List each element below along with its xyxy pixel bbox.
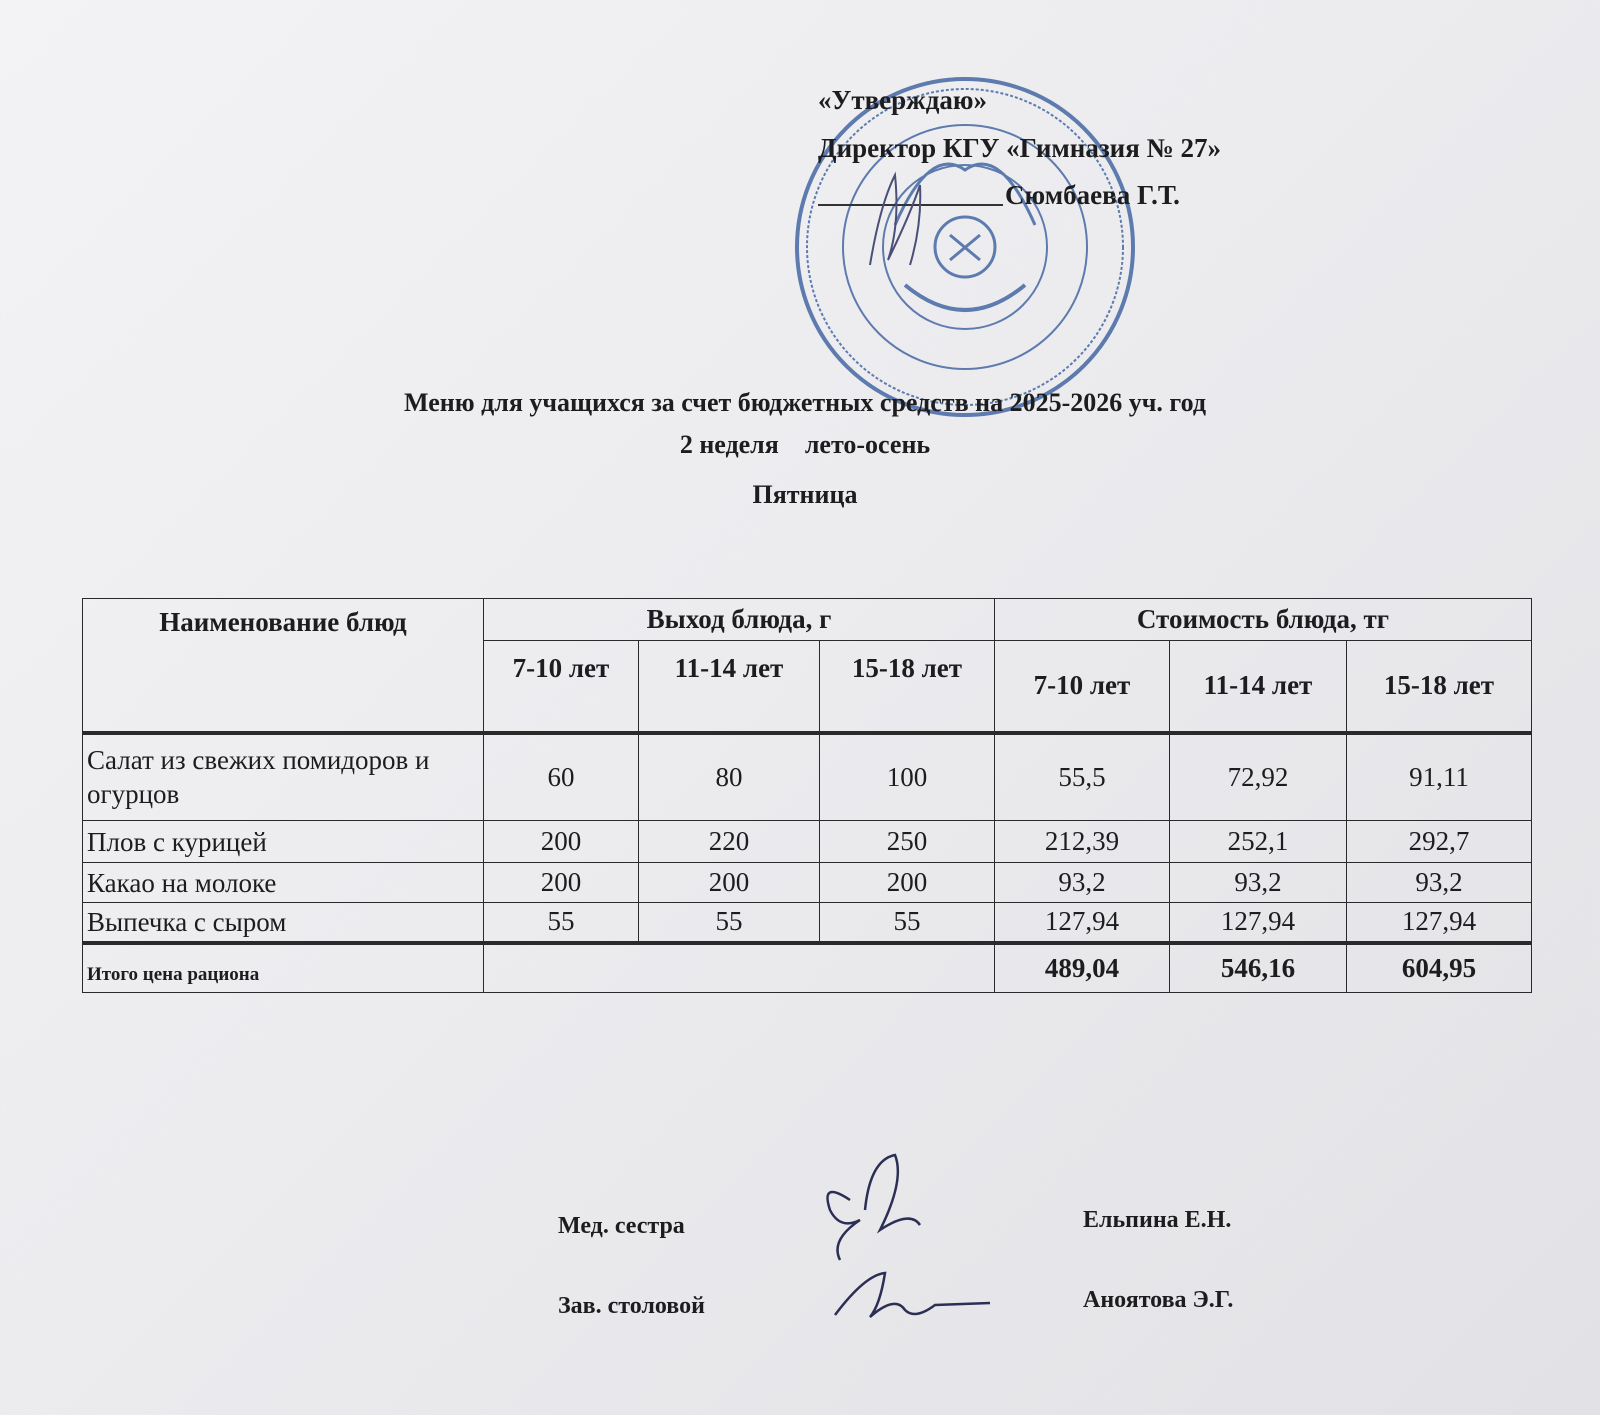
signature-name-nurse: Ельпина Е.Н. [1083, 1207, 1232, 1233]
menu-day: Пятница [752, 480, 858, 509]
yield-cell: 200 [639, 863, 820, 903]
yield-cell: 60 [484, 733, 639, 821]
table-row [83, 733, 1532, 821]
signature-name-canteen: Аноятова Э.Г. [1083, 1287, 1234, 1313]
header-cost: Стоимость блюда, тг [995, 599, 1532, 641]
canteen-signature [825, 1265, 995, 1325]
cost-cell: 93,2 [995, 863, 1170, 903]
official-stamp [790, 75, 1140, 425]
header-yield-age: 7-10 лет [484, 641, 639, 733]
cost-cell: 55,5 [995, 733, 1170, 821]
approval-label: «Утверждаю» [818, 85, 988, 115]
header-dish-name: Наименование блюд [83, 599, 484, 733]
yield-cell: 55 [820, 903, 995, 943]
yield-cell: 80 [639, 733, 820, 821]
header-cost-age: 7-10 лет [995, 641, 1170, 733]
menu-table [82, 598, 1532, 993]
approver-name: Сюмбаева Г.Т. [1005, 180, 1180, 210]
signature-role-nurse: Мед. сестра [558, 1213, 685, 1239]
total-cost: 546,16 [1170, 943, 1347, 993]
yield-cell: 200 [820, 863, 995, 903]
dish-name: Салат из свежих помидоров и огурцов [83, 733, 484, 821]
dish-name: Какао на молоке [83, 863, 484, 903]
header-yield-age: 11-14 лет [639, 641, 820, 733]
yield-cell: 55 [484, 903, 639, 943]
cost-cell: 212,39 [995, 821, 1170, 863]
cost-cell: 91,11 [1347, 733, 1532, 821]
table-row [83, 863, 1532, 903]
yield-cell: 100 [820, 733, 995, 821]
cost-cell: 93,2 [1347, 863, 1532, 903]
cost-cell: 127,94 [1170, 903, 1347, 943]
yield-cell: 220 [639, 821, 820, 863]
cost-cell: 93,2 [1170, 863, 1347, 903]
menu-title: Меню для учащихся за счет бюджетных средств на 2025-2026 уч. год [404, 388, 1206, 417]
total-cost: 489,04 [995, 943, 1170, 993]
nurse-signature [810, 1140, 930, 1270]
director-signature [850, 165, 940, 275]
total-empty-cell [484, 943, 995, 993]
dish-name: Выпечка с сыром [83, 903, 484, 943]
header-cost-age: 15-18 лет [1347, 641, 1532, 733]
menu-week-season: 2 неделя лето-осень [679, 430, 931, 459]
yield-cell: 250 [820, 821, 995, 863]
cost-cell: 252,1 [1170, 821, 1347, 863]
header-yield: Выход блюда, г [484, 599, 995, 641]
dish-name: Плов с курицей [83, 821, 484, 863]
total-row [83, 943, 1532, 993]
table-row [83, 821, 1532, 863]
cost-cell: 72,92 [1170, 733, 1347, 821]
signature-role-canteen: Зав. столовой [558, 1293, 705, 1319]
yield-cell: 200 [484, 863, 639, 903]
header-yield-age: 15-18 лет [820, 641, 995, 733]
cost-cell: 292,7 [1347, 821, 1532, 863]
yield-cell: 200 [484, 821, 639, 863]
header-cost-age: 11-14 лет [1170, 641, 1347, 733]
cost-cell: 127,94 [1347, 903, 1532, 943]
cost-cell: 127,94 [995, 903, 1170, 943]
total-cost: 604,95 [1347, 943, 1532, 993]
total-label: Итого цена рациона [83, 943, 484, 993]
yield-cell: 55 [639, 903, 820, 943]
approver-position: Директор КГУ «Гимназия № 27» [818, 133, 1221, 163]
table-row [83, 903, 1532, 943]
